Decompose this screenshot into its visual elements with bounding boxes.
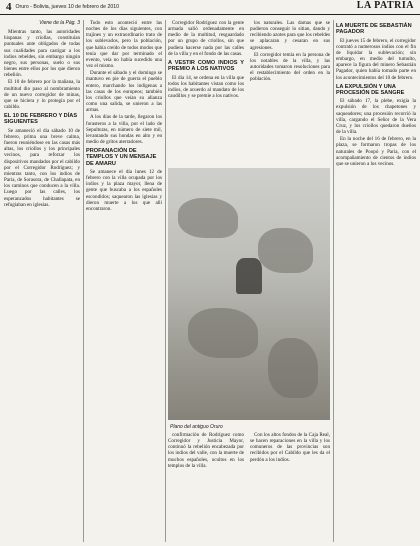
continuation-kicker: Viene de la Pág. 3 bbox=[39, 20, 80, 26]
paragraph: Corregidor Rodríguez con la gente armada salió ordenadamente en medio de la multitud, resguardado por un grupo de criollos, sin que pudiera hacerse nada por las calles de la villa y en el fondo de las casas. bbox=[168, 20, 244, 57]
paragraph: Mientras tanto, las autoridades hispanas y criollas, constituían puntuales ante obligados de todas sus cualidades para castigar a los indios rebeldes, sin embargo ningún negro, sus personas, suelo o sus bienes entre ellos por los que dieron rebelión. bbox=[4, 29, 80, 79]
paragraph: El corregidor temía en la persona de los notables de la villa, y las autoridades tomaron resoluciones para el restablecimiento del orden en la población. bbox=[250, 51, 330, 83]
column-2 bbox=[86, 20, 162, 542]
section-heading: LA MUERTE DE SEBASTIÁN PAGADOR bbox=[336, 23, 412, 36]
column-rule bbox=[165, 20, 166, 542]
page-number: 4 bbox=[6, 1, 12, 13]
paragraph: A los días de la tarde, llegaron los forasteros a la villa, por el lado de Sepulturas, en número de siete mil, levantando sus hondas en alto y en medio de gritos aterradores. bbox=[86, 114, 162, 145]
page-meta: Oruro - Bolivia, jueves 10 de febrero de 2010 bbox=[15, 4, 120, 10]
paragraph: Durante el sábado y el domingo se mantuvo en pie de guerra el pueblo entero, marchando los indígenas a las casas de los europeos; también los criollos que veían su alianza como una salida, se unieron a las armas. bbox=[86, 70, 162, 114]
section-heading: LA EXPULSIÓN Y UNA PROCESIÓN DE SANGRE bbox=[336, 83, 405, 96]
page-header bbox=[0, 0, 420, 15]
column-5 bbox=[336, 20, 416, 542]
column-1 bbox=[4, 20, 80, 542]
paragraph: Todo esto aconteció entre las noches de los días siguientes, con trajines y un extraordinario trato de los sublevados, pero la población, que había creído de todos modos que tenía que dar por terminado el evento, veía no había sucedido una vez el mismo. bbox=[86, 20, 162, 70]
paragraph: En la noche del 16 de febrero, en la plaza, se formaron tropas de los naturales de Poopó y Paria, con el acompañamiento de cientos de indios que se unieron a los vecinos. bbox=[336, 136, 416, 167]
paragraph: El 10 de febrero por la mañana, la multitud dio paso al nombramiento de un nuevo corregidor de minas, que se hiciera y lo protegía por el cabildo. bbox=[4, 79, 80, 111]
newspaper-brand: LA PATRIA bbox=[356, 0, 414, 11]
paragraph: Con los altos fondos de la Caja Real, se hacen reparaciones en la villa y los comuneros de las provincias son recibidos por el Cabildo que les da el perdón a los indios. bbox=[250, 432, 330, 463]
section-heading: PROFANACIÓN DE TEMPLOS Y UN MENSAJE DE AMARU bbox=[86, 148, 157, 167]
column-rule bbox=[333, 20, 334, 542]
paragraph: El día 14, se ordena en la villa que todos los habitantes vistan como los indios, de acuerdo al mandato de los caudillos y se premie a los nativos. bbox=[168, 74, 244, 99]
paragraph: confirmación de Rodríguez como Corregidor y Justicia Mayor, continuó la rebelión encabezada por los indios del valle, con la muerte de muchos españoles, ocultos en los templos de la villa. bbox=[168, 432, 244, 469]
paragraph: Se amaneció el día sábado 10 de febrero, prima una breve calma, fueron reuniéndose en las casas más altas, los criollos y los principales vecinos, para reforzar los dispositivos mandados por el cabildo por el Corregidor Rodríguez; y mientras tanto, con los indios de Paria, de Sorasora, de Challapata, en los caminos que conducen a la villa. Luego por las calles, los esperanzados habitantes se refugiaban en iglesias. bbox=[4, 127, 80, 208]
column-3-top bbox=[168, 20, 244, 164]
column-rule bbox=[83, 20, 84, 542]
paragraph: El sábado 17, la plebe, exigía la expulsión de los chapetones y saqueadores; una procesión recorrió la villa, cargando el Señor de la Vera Cruz, y los criollos quedaron dueños de la villa. bbox=[336, 98, 416, 136]
paragraph: Se amanece el día lunes 12 de febrero con la villa ocupada por los indios y la plaza mayor, llena de gente que buscaba a los españoles escondidos; saquearon las iglesias y dieron muerte a los que allí encontraron. bbox=[86, 169, 162, 212]
paragraph: los naturales. Las damas que se pudieron conseguir lo sitian, dando y recibiendo azotes para que los rebeldes se aplacaran y cesaran en sus agresiones. bbox=[250, 20, 330, 51]
column-4-bottom bbox=[250, 432, 330, 542]
paragraph: El jueves 15 de febrero, el corregidor contrató a numerosos indios con el fin de liquidar la sublevación; sin embargo, en medio del tumulto, aparece la figura del minero Sebastián Pagador, quien había tomado parte en los acontecimientos del 10 de febrero. bbox=[336, 37, 416, 81]
section-heading: EL 10 DE FEBRERO Y DÍAS SIGUIENTES bbox=[4, 113, 78, 126]
column-3-bottom bbox=[168, 432, 244, 542]
column-4-top bbox=[250, 20, 330, 164]
image-caption: Plano del antiguo Oruro bbox=[170, 424, 223, 430]
historic-map-image bbox=[168, 168, 330, 420]
figure-silhouette bbox=[236, 258, 262, 294]
section-heading: A VESTIR COMO INDIOS Y PREMIO A LOS NATIVOS bbox=[168, 59, 244, 73]
